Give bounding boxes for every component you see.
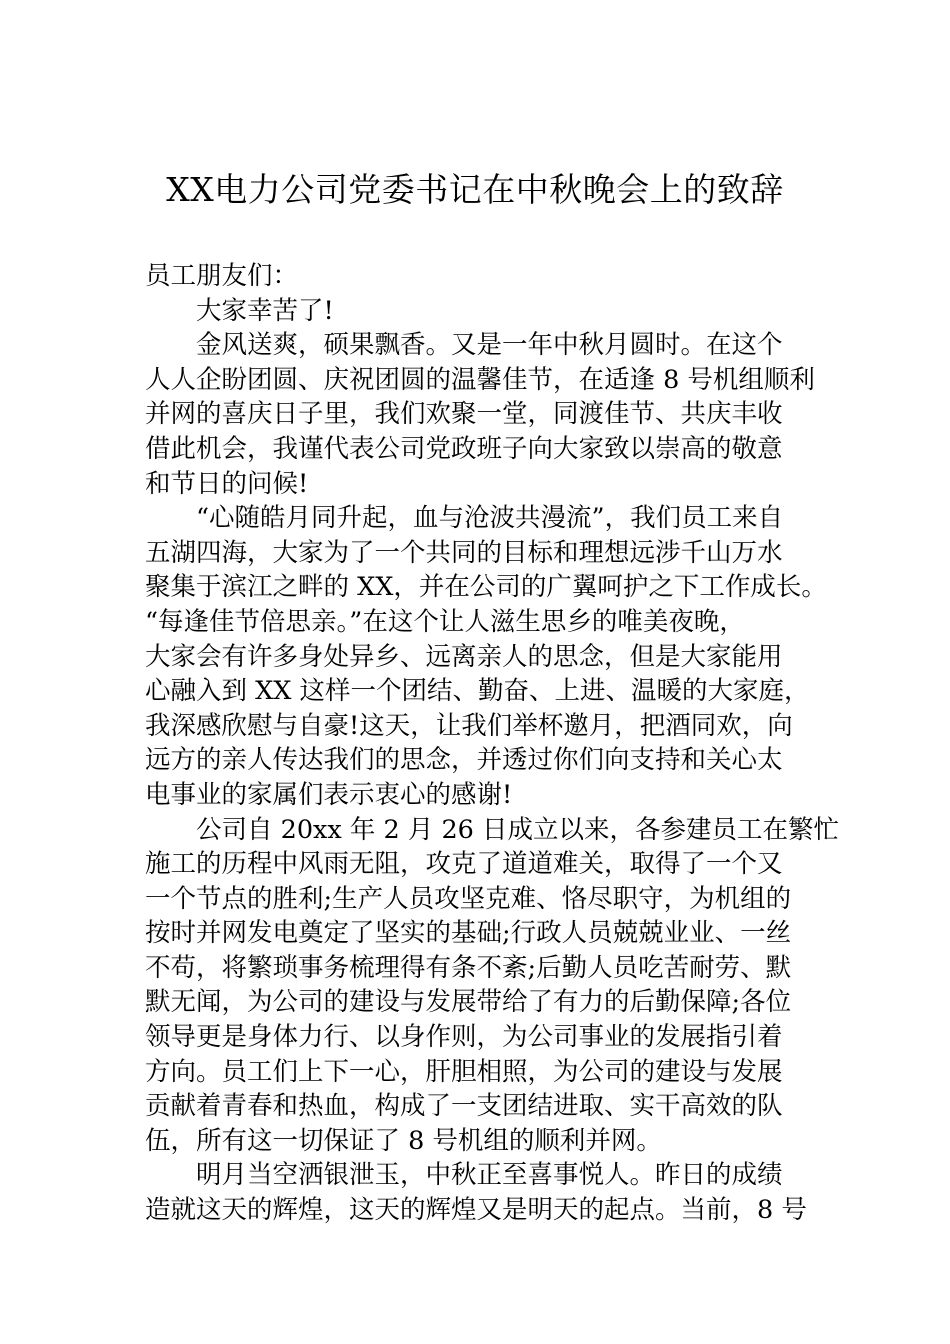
body-line: 伍，所有这一切保证了 8 号机组的顺利并网。 bbox=[145, 1125, 662, 1156]
body-line: 方向。员工们上下一心，肝胆相照，为公司的建设与发展 bbox=[145, 1056, 783, 1087]
body-line: 远方的亲人传达我们的思念，并透过你们向支持和关心太 bbox=[145, 745, 783, 776]
body-line: 五湖四海，大家为了一个共同的目标和理想远涉千山万水 bbox=[145, 537, 783, 568]
body-line: 一个节点的胜利;生产人员攻坚克难、恪尽职守，为机组的 bbox=[145, 883, 792, 914]
document-title: XX电力公司党委书记在中秋晚会上的致辞 bbox=[166, 170, 784, 209]
body-line: 我深感欣慰与自豪!这天，让我们举杯邀月，把酒同欢，向 bbox=[145, 710, 793, 741]
body-line: “心随皓月同升起，血与沧波共漫流”，我们员工来自 bbox=[196, 503, 784, 534]
body-line: 造就这天的辉煌，这天的辉煌又是明天的起点。当前，8 号 bbox=[145, 1195, 807, 1226]
body-line: 不苟，将繁琐事务梳理得有条不紊;后勤人员吃苦耐劳、默 bbox=[145, 952, 792, 983]
body-line: 默无闻，为公司的建设与发展带给了有力的后勤保障;各位 bbox=[145, 987, 792, 1018]
body-line: 大家会有许多身处异乡、远离亲人的思念，但是大家能用 bbox=[145, 641, 783, 672]
body-line: 明月当空洒银泄玉，中秋正至喜事悦人。昨日的成绩 bbox=[196, 1160, 783, 1191]
body-line: 和节日的问候! bbox=[145, 468, 309, 499]
body-line: 按时并网发电奠定了坚实的基础;行政人员兢兢业业、一丝 bbox=[145, 918, 792, 949]
body-line: 心融入到 XX 这样一个团结、勤奋、上进、温暖的大家庭， bbox=[145, 676, 810, 707]
document-body bbox=[145, 259, 840, 1228]
body-line: 领导更是身体力行、以身作则，为公司事业的发展指引着 bbox=[145, 1022, 783, 1053]
body-line: 施工的历程中风雨无阻，攻克了道道难关，取得了一个又 bbox=[145, 849, 783, 880]
body-line: 公司自 20xx 年 2 月 26 日成立以来，各参建员工在繁忙 bbox=[196, 814, 840, 845]
body-line: 聚集于滨江之畔的 XX，并在公司的广翼呵护之下工作成长。 bbox=[145, 572, 827, 603]
body-line: 员工朋友们： bbox=[145, 261, 299, 291]
body-line: “每逢佳节倍思亲。”在这个让人滋生思乡的唯美夜晚， bbox=[145, 606, 745, 637]
body-line: 贡献着青春和热血，构成了一支团结进取、实干高效的队 bbox=[145, 1091, 783, 1122]
body-line: 人人企盼团圆、庆祝团圆的温馨佳节，在适逢 8 号机组顺利 bbox=[145, 364, 815, 395]
body-line: 电事业的家属们表示衷心的感谢! bbox=[145, 779, 513, 810]
body-line: 金风送爽，硕果飘香。又是一年中秋月圆时。在这个 bbox=[196, 330, 783, 361]
body-line: 借此机会，我谨代表公司党政班子向大家致以崇高的敬意 bbox=[145, 433, 783, 464]
body-line: 大家幸苦了! bbox=[196, 295, 334, 326]
body-line: 并网的喜庆日子里，我们欢聚一堂，同渡佳节、共庆丰收 bbox=[145, 399, 783, 430]
